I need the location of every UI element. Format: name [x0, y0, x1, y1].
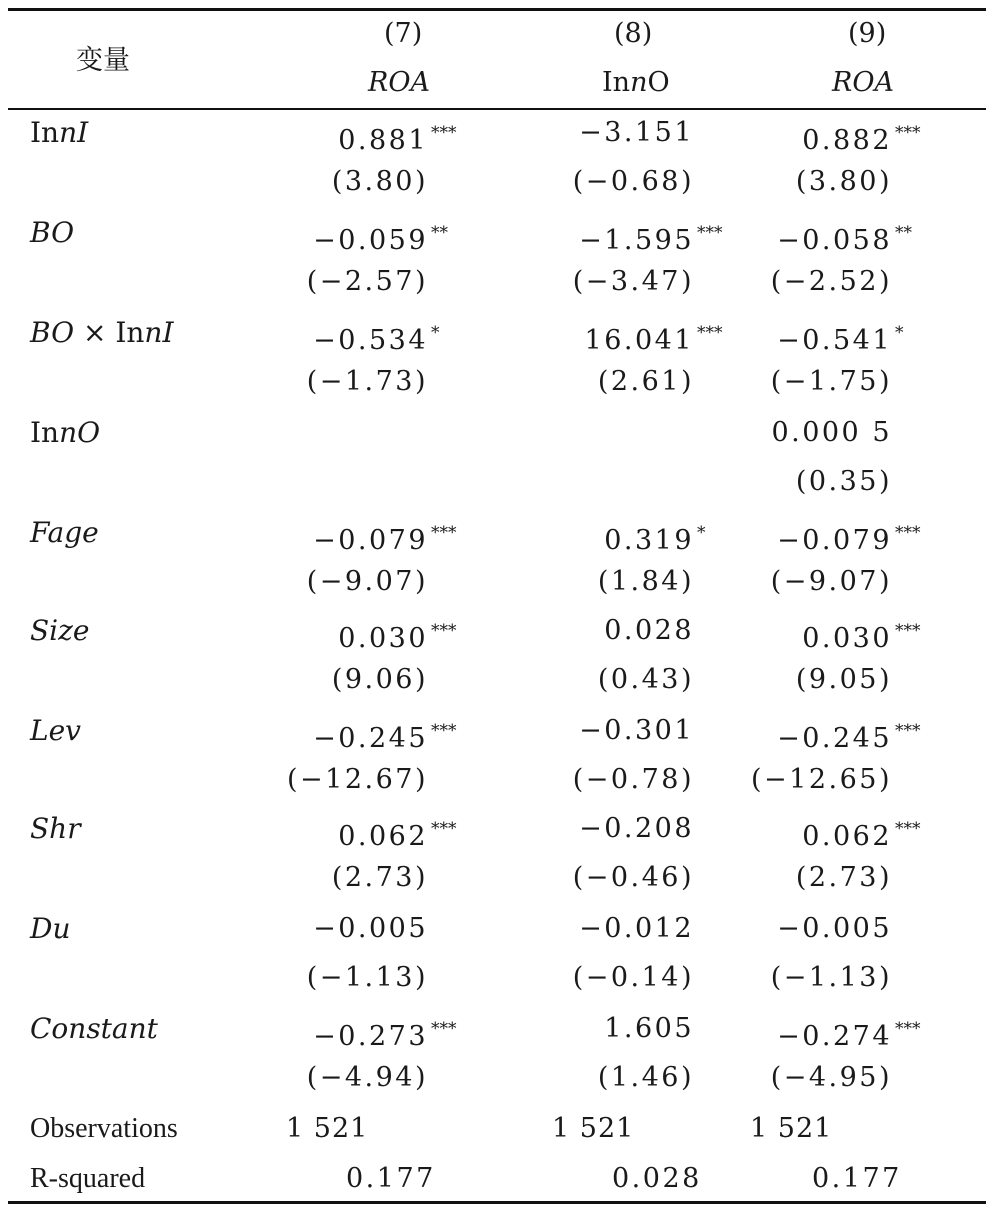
coef-value: 0.882: [802, 125, 892, 156]
col9-dependent-var: ROA: [832, 67, 894, 98]
coef-col8: [579, 216, 722, 258]
t-stat-col7: (−1.73): [306, 366, 428, 397]
r-squared-col9: 0.177: [812, 1163, 902, 1194]
row-label-Fage: Fage: [30, 516, 99, 549]
t-stat-col7: (−1.13): [306, 962, 428, 993]
row-label-observations: Observations: [30, 1113, 178, 1144]
t-stat-col7: (−2.57): [306, 266, 428, 297]
coef-col7: [313, 516, 456, 558]
coef-col8: [579, 116, 694, 150]
table-bottom-rule: [8, 1201, 986, 1204]
t-stat-col8: (−0.68): [572, 166, 694, 197]
significance-stars: ***: [431, 721, 457, 741]
observations-col8: 1 521: [552, 1113, 635, 1144]
row-label-Du: Du: [30, 912, 71, 945]
col9-number: (9): [848, 18, 887, 49]
row-label-BO-x-InnI: BO × InnI: [30, 316, 174, 349]
row-label-InnI: InnI: [30, 116, 89, 149]
coef-col9: [777, 714, 920, 756]
t-stat-col8: (−0.78): [572, 764, 694, 795]
coef-value: 1.605: [604, 1013, 694, 1044]
coef-col8: [579, 812, 694, 846]
coef-col8: [604, 1012, 694, 1046]
coef-col8: [604, 614, 694, 648]
coef-col9: [777, 516, 920, 558]
row-label-Lev: Lev: [30, 714, 81, 747]
r-squared-col8: 0.028: [612, 1163, 702, 1194]
significance-stars: ***: [431, 1019, 457, 1039]
row-label-Size: Size: [30, 614, 90, 647]
significance-stars: ***: [431, 123, 457, 143]
t-stat-col8: (1.84): [597, 566, 694, 597]
coef-col9: [777, 216, 912, 258]
coef-value: 0.030: [802, 623, 892, 654]
t-stat-col8: (0.43): [597, 664, 694, 695]
significance-stars: *: [895, 323, 904, 343]
row-label-Constant: Constant: [30, 1012, 158, 1045]
observations-col7: 1 521: [286, 1113, 369, 1144]
t-stat-col9: (−9.07): [770, 566, 892, 597]
col8-dependent-var: InnO: [602, 67, 670, 98]
coef-value: −1.595: [579, 225, 694, 256]
significance-stars: ***: [431, 819, 457, 839]
significance-stars: ***: [895, 721, 921, 741]
significance-stars: ***: [431, 523, 457, 543]
variable-header: 变量: [76, 45, 130, 76]
significance-stars: ***: [895, 1019, 921, 1039]
coef-value: −0.005: [313, 913, 428, 944]
row-label-Shr: Shr: [30, 812, 81, 845]
coef-value: −0.541: [777, 325, 892, 356]
table-top-rule: [8, 8, 986, 11]
significance-stars: *: [431, 323, 440, 343]
coef-value: 0.062: [802, 821, 892, 852]
coef-value: −0.005: [777, 913, 892, 944]
t-stat-col8: (−0.14): [572, 962, 694, 993]
coef-col7: [313, 1012, 456, 1054]
coef-col7: [313, 216, 448, 258]
coef-col9: [777, 912, 892, 946]
coef-value: −0.012: [579, 913, 694, 944]
table-header-rule: [8, 108, 986, 110]
t-stat-col9: (9.05): [795, 664, 892, 695]
row-label-r-squared: R-squared: [30, 1163, 146, 1194]
coef-col9: [771, 416, 892, 450]
t-stat-col9: (−2.52): [770, 266, 892, 297]
t-stat-col7: (2.73): [331, 862, 428, 893]
t-stat-col7: (9.06): [331, 664, 428, 695]
t-stat-col7: (3.80): [331, 166, 428, 197]
coef-col7: [313, 714, 456, 756]
row-label-BO: BO: [30, 216, 75, 249]
coef-col9: [777, 1012, 920, 1054]
r-squared-col7: 0.177: [346, 1163, 436, 1194]
coef-value: −0.274: [777, 1021, 892, 1052]
coef-col8: [579, 714, 694, 748]
coef-value: −0.245: [313, 723, 428, 754]
col8-number: (8): [614, 18, 653, 49]
coef-value: 0.000 5: [771, 417, 892, 448]
t-stat-col9: (0.35): [795, 466, 892, 497]
significance-stars: ***: [895, 621, 921, 641]
coef-col7: [338, 116, 456, 158]
significance-stars: *: [697, 523, 706, 543]
coef-value: −0.301: [579, 715, 694, 746]
coef-col7: [338, 614, 456, 656]
t-stat-col9: (3.80): [795, 166, 892, 197]
coef-col9: [802, 614, 920, 656]
observations-col9: 1 521: [750, 1113, 833, 1144]
coef-col8: [604, 516, 705, 558]
coef-value: 0.319: [604, 525, 694, 556]
t-stat-col7: (−12.67): [287, 764, 428, 795]
coef-value: −0.534: [313, 325, 428, 356]
coef-value: 0.881: [338, 125, 428, 156]
coef-col7: [313, 316, 439, 358]
t-stat-col7: (−4.94): [306, 1062, 428, 1093]
coef-value: 0.030: [338, 623, 428, 654]
t-stat-col7: (−9.07): [306, 566, 428, 597]
coef-value: 0.028: [604, 615, 694, 646]
t-stat-col9: (−12.65): [751, 764, 892, 795]
significance-stars: **: [431, 223, 448, 243]
t-stat-col8: (1.46): [597, 1062, 694, 1093]
col7-dependent-var: ROA: [368, 67, 430, 98]
significance-stars: **: [895, 223, 912, 243]
coef-col9: [802, 812, 920, 854]
coef-col7: [338, 812, 456, 854]
coef-value: −0.208: [579, 813, 694, 844]
significance-stars: ***: [697, 323, 723, 343]
col7-number: (7): [384, 18, 423, 49]
significance-stars: ***: [895, 819, 921, 839]
coef-col8: [585, 316, 723, 358]
t-stat-col8: (−3.47): [572, 266, 694, 297]
row-label-InnO: InnO: [30, 416, 101, 449]
significance-stars: ***: [895, 123, 921, 143]
coef-value: 0.062: [338, 821, 428, 852]
significance-stars: ***: [697, 223, 723, 243]
coef-col8: [579, 912, 694, 946]
coef-value: −0.079: [777, 525, 892, 556]
t-stat-col9: (−1.13): [770, 962, 892, 993]
t-stat-col8: (−0.46): [572, 862, 694, 893]
coef-col7: [313, 912, 428, 946]
significance-stars: ***: [431, 621, 457, 641]
coef-col9: [802, 116, 920, 158]
coef-value: −0.245: [777, 723, 892, 754]
coef-value: −0.058: [777, 225, 892, 256]
t-stat-col9: (−1.75): [770, 366, 892, 397]
t-stat-col9: (−4.95): [770, 1062, 892, 1093]
coef-col9: [777, 316, 903, 358]
t-stat-col8: (2.61): [597, 366, 694, 397]
t-stat-col9: (2.73): [795, 862, 892, 893]
coef-value: −3.151: [579, 117, 694, 148]
coef-value: 16.041: [584, 325, 694, 356]
significance-stars: ***: [895, 523, 921, 543]
coef-value: −0.273: [313, 1021, 428, 1052]
coef-value: −0.079: [313, 525, 428, 556]
coef-value: −0.059: [313, 225, 428, 256]
